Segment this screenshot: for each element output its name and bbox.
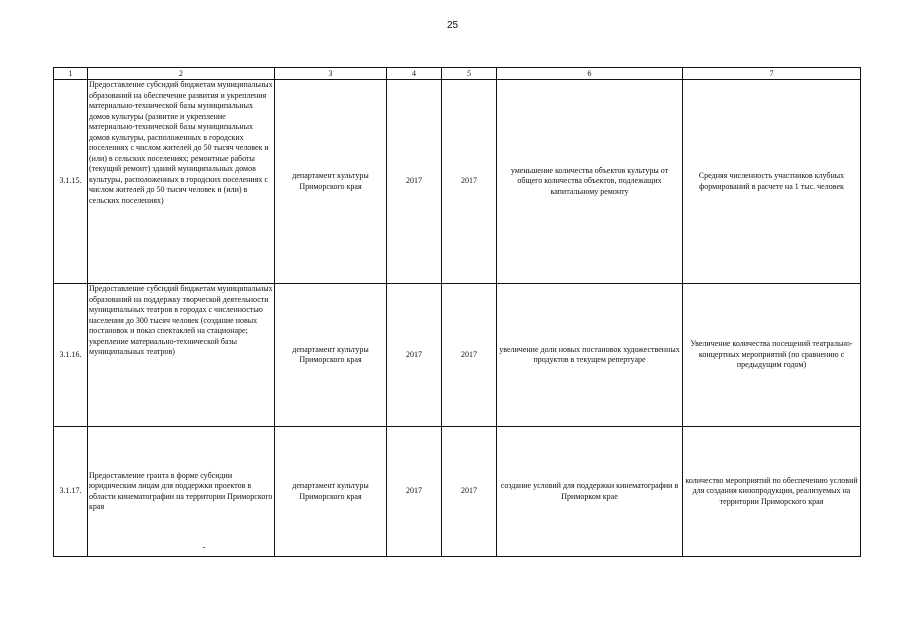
header-col-5: 5	[442, 68, 497, 80]
end-year: 2017	[442, 284, 497, 427]
table-row	[54, 80, 861, 284]
indicator: Увеличение количества посещений театрально-концертных мероприятий (по сравнению с предыдущим годом)	[683, 284, 861, 427]
executor: департамент культуры Приморского края	[275, 284, 387, 427]
row-number: 3.1.16.	[54, 284, 88, 427]
start-year: 2017	[387, 427, 442, 557]
header-col-4: 4	[387, 68, 442, 80]
header-col-6: 6	[497, 68, 683, 80]
indicator: количество мероприятий по обеспечению условий для создания кинопродукции, реализуемых на территории Приморского края	[683, 427, 861, 557]
end-year: 2017	[442, 80, 497, 284]
row-number: 3.1.15.	[54, 80, 88, 284]
end-year: 2017	[442, 427, 497, 557]
table-row	[54, 284, 861, 427]
indicator: Средняя численность участников клубных формирований в расчете на 1 тыс. человек	[683, 80, 861, 284]
executor: департамент культуры Приморского края	[275, 80, 387, 284]
table-row	[54, 427, 861, 557]
program-activities-table	[53, 67, 861, 557]
header-col-3: 3	[275, 68, 387, 80]
start-year: 2017	[387, 80, 442, 284]
executor: департамент культуры Приморского края	[275, 427, 387, 557]
table-header-row	[54, 68, 861, 80]
expected-result: создание условий для поддержки кинематографии в Приморком крае	[497, 427, 683, 557]
activity-name: Предоставление гранта в форме субсидии юридическим лицам для поддержки проектов в области кинематографии на территории Приморского края	[88, 427, 275, 557]
page-number: 25	[446, 20, 459, 31]
header-col-2: 2	[88, 68, 275, 80]
expected-result: уменьшение количества объектов культуры от общего количества объектов, подлежащих капитальному ремонту	[497, 80, 683, 284]
header-col-1: 1	[54, 68, 88, 80]
expected-result: увеличение доли новых постановок художественных продуктов в текущем репертуаре	[497, 284, 683, 427]
activity-name: Предоставление субсидий бюджетам муниципальных образований на обеспечение развития и укрепления материально-технической базы муниципальных домов культуры (развитие и укрепление материально-технической базы муниципальных домов культуры, расположенных в городских поселениях с числом жителей до 50 тысяч человек и (или) в сельских поселениях; ремонтные работы (текущий ремонт) зданий муниципальных домов культуры, расположенных в городских поселениях с числом жителей до 50 тысяч человек и (или) в сельских поселениях)	[88, 80, 275, 284]
row-number: 3.1.17.	[54, 427, 88, 557]
header-col-7: 7	[683, 68, 861, 80]
scan-speck	[203, 547, 205, 548]
activity-name: Предоставление субсидий бюджетам муниципальных образований на поддержку творческой деятельности муниципальных театров в городах с численностью населения до 300 тысяч человек (создание новых постановок и показ спектаклей на стационаре; укрепление материально-технической базы муниципальных театров)	[88, 284, 275, 427]
start-year: 2017	[387, 284, 442, 427]
